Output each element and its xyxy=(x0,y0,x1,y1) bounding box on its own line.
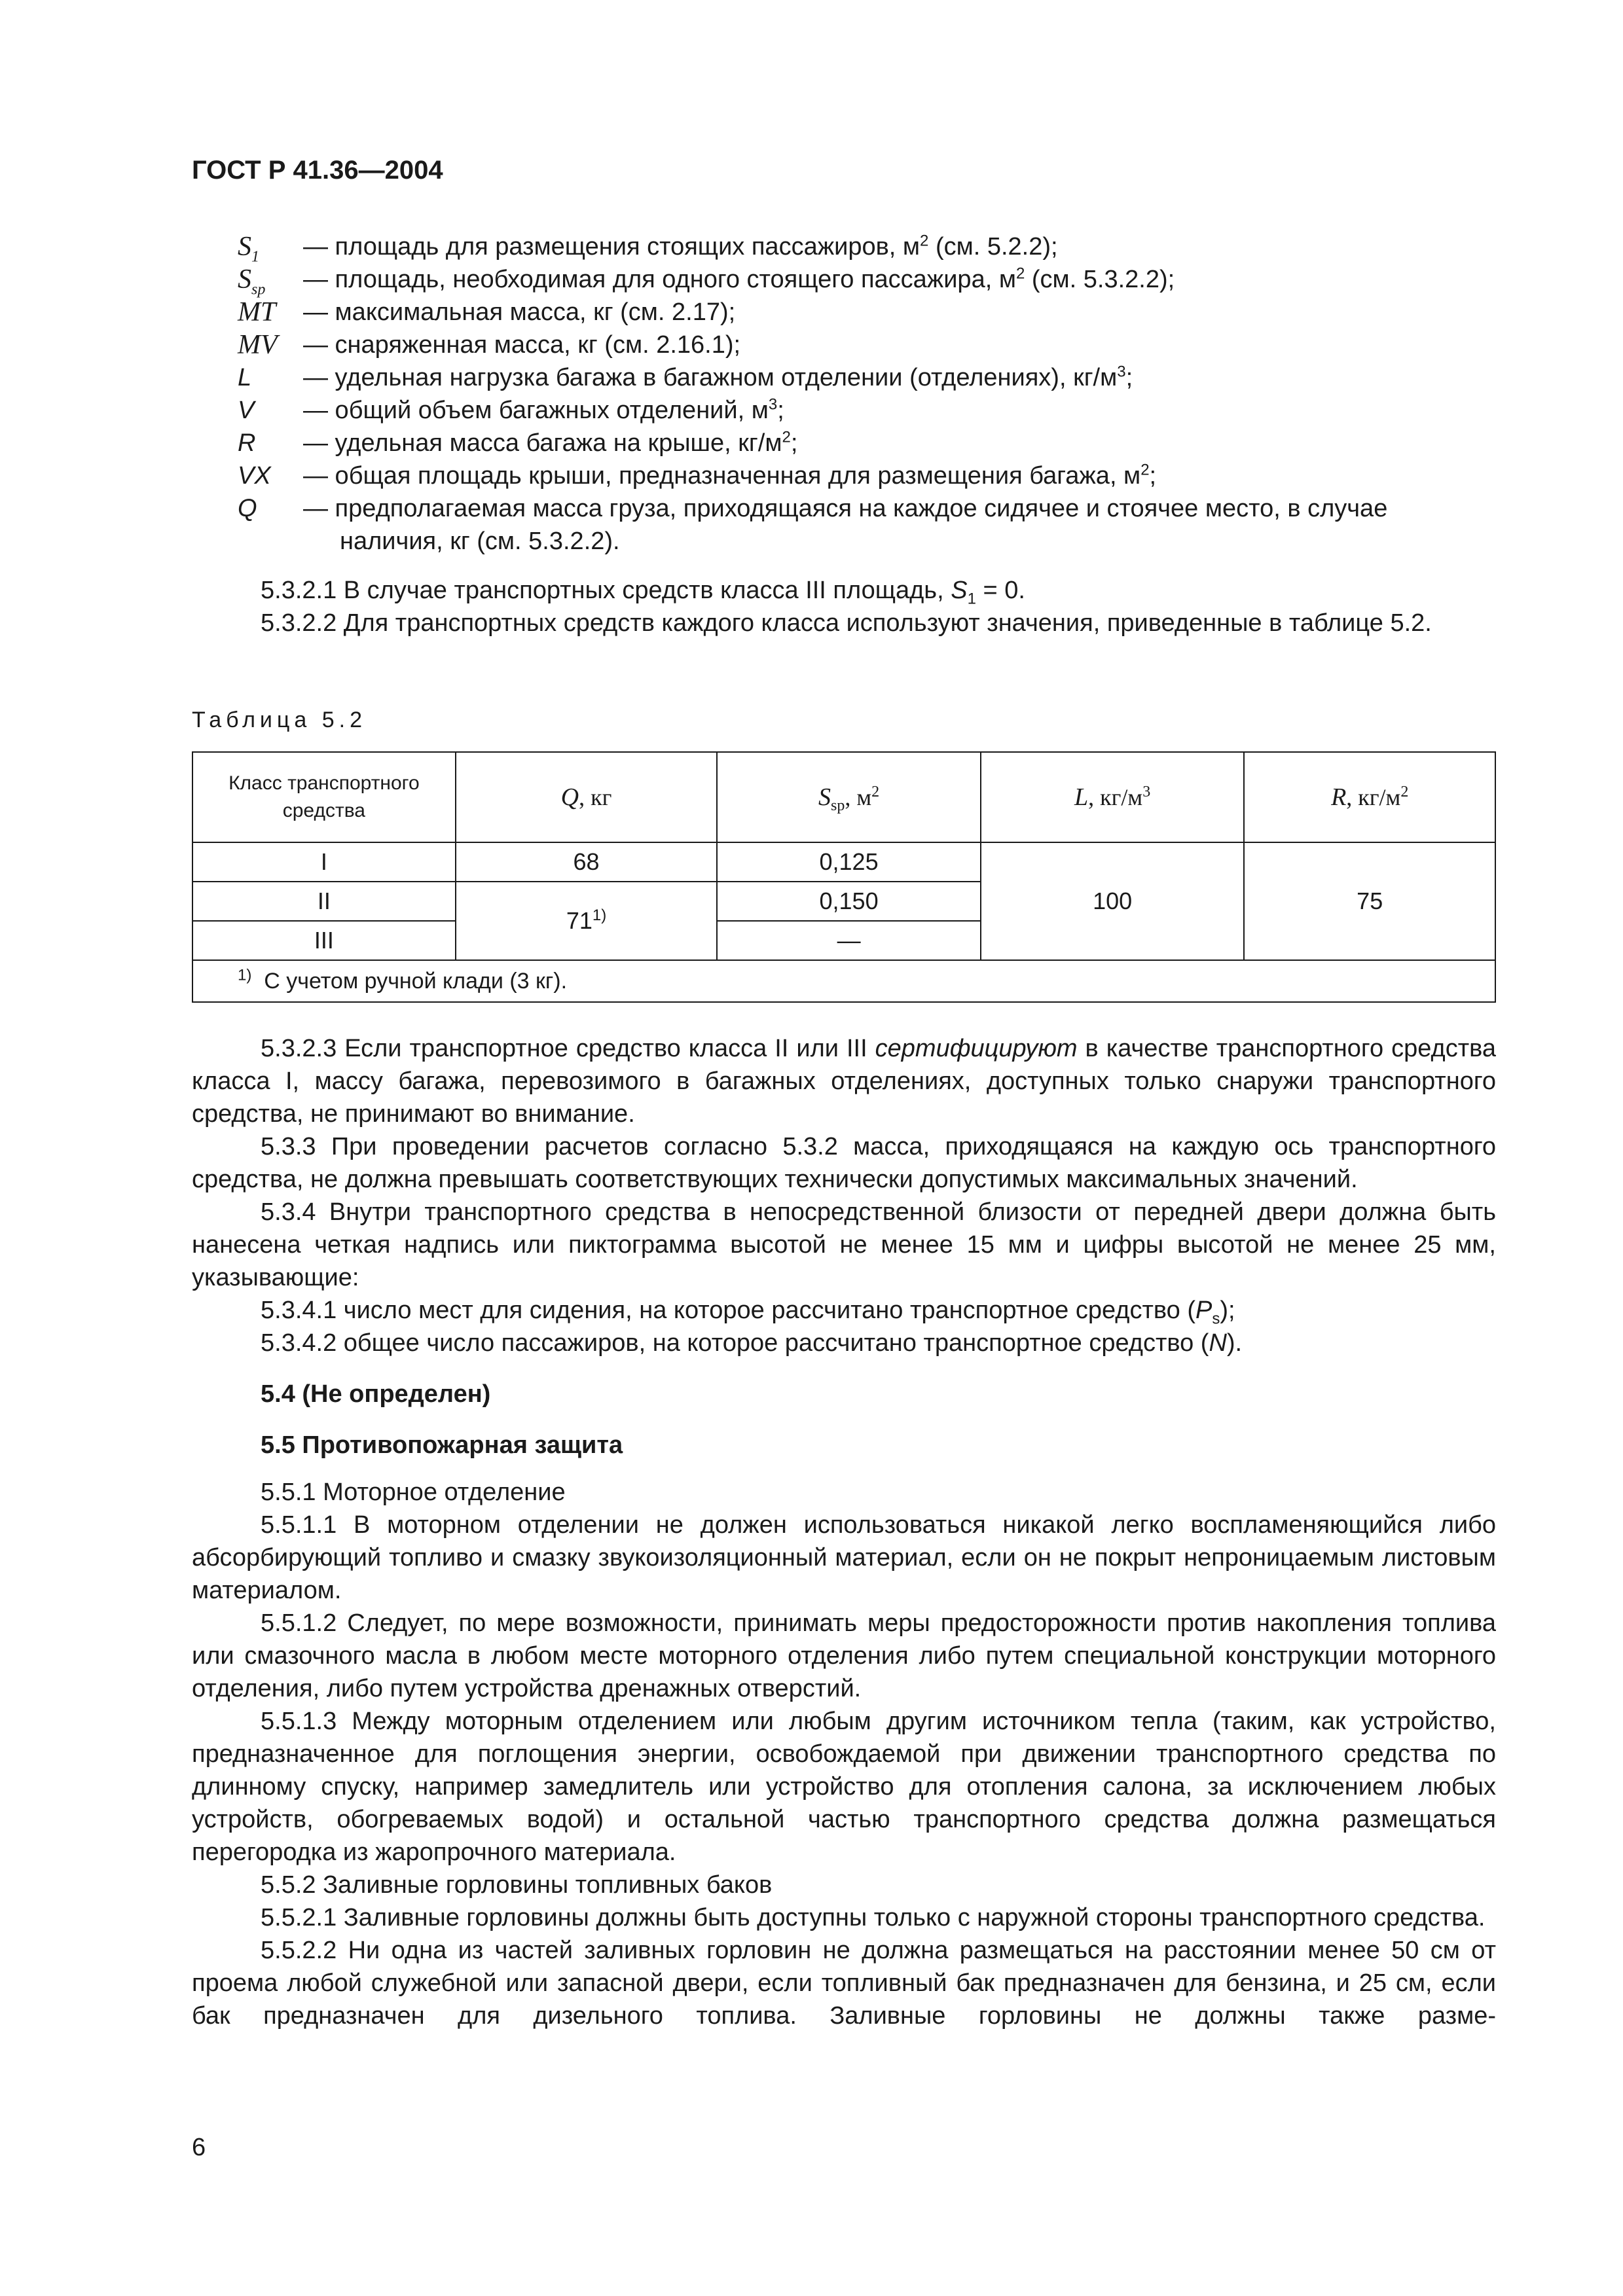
definition-text: — общий объем багажных отделений, $м^3$; xyxy=(303,395,784,424)
header-l: L, $кг/м^3$ xyxy=(981,752,1245,842)
cell-q: 68 xyxy=(456,842,718,882)
definition-row xyxy=(238,394,1496,427)
paragraph-5-5-2: 5.5.2 Заливные горловины топливных баков xyxy=(261,1871,773,1899)
paragraph-5-3-2-1: 5.3.2.1 В случае транспортных средств класса III площадь, $S_1 = 0$. xyxy=(261,577,1025,608)
header-ssp: $S_{sp}$, $м^2$ xyxy=(717,752,981,842)
paragraph-5-5-2-2: 5.5.2.2 Ни одна из частей заливных горловин не должна размещаться на расстоянии менее 50 см от проема любой служебной или запасной двери, если топливный бак предназначен для бензина, и 25 см, если бак предназначен для дизельного топлива. Заливные горловины не должны также разме- xyxy=(192,1937,1496,2030)
paragraph-5-3-2-2: 5.3.2.2 Для транспортных средств каждого класса используют значения, приведенные в таблице 5.2. xyxy=(261,609,1432,637)
definition-row xyxy=(238,329,1496,361)
table-footnote: $^{1)}$ С учетом ручной клади (3 кг). xyxy=(192,960,1495,1002)
definition-symbol: L xyxy=(238,364,252,391)
definition-symbol: MT xyxy=(238,297,276,327)
definition-row xyxy=(238,492,1496,558)
definition-row xyxy=(238,296,1496,329)
definition-text: — снаряженная масса, кг (см. 2.16.1); xyxy=(303,331,741,359)
symbol-definitions xyxy=(238,230,1496,558)
cell-r: 75 xyxy=(1244,842,1495,960)
cell-class: I xyxy=(192,842,456,882)
body-after-table xyxy=(192,1032,1496,2032)
definition-symbol: $S_1$ xyxy=(238,232,259,266)
cell-l: 100 xyxy=(981,842,1245,960)
definition-symbol: V xyxy=(238,397,255,424)
definition-text: — предполагаемая масса груза, приходящаяся на каждое сидячее и стоячее место, в случае наличия, кг (см. 5.3.2.2). xyxy=(303,495,1388,555)
header-q: Q, кг xyxy=(456,752,718,842)
definition-text: — площадь, необходимая для одного стоящего пассажира, $м^2$ (см. 5.3.2.2); xyxy=(303,264,1175,293)
table-footnote-row xyxy=(192,960,1495,1002)
cell-ssp: — xyxy=(717,921,981,960)
heading-5-5: 5.5 Противопожарная защита xyxy=(261,1431,623,1459)
definition-symbol: $S_{sp}$ xyxy=(238,264,266,298)
definition-text: — удельная масса багажа на крыше, $кг/м^2$; xyxy=(303,428,798,457)
paragraph-5-5-1-3: 5.5.1.3 Между моторным отделением или любым другим источником тепла (таким, как устройство, предназначенное для поглощения энергии, освобождаемой при движении транспортного средства по длинному спуску, например замедлитель или устройство для отопления салона, за исключением любых устройств, обогреваемых водой) и остальной частью транспортного средства должна размещаться перегородка из жаропрочного материала. xyxy=(192,1708,1496,1866)
definition-text: — общая площадь крыши, предназначенная для размещения багажа, $м^2$; xyxy=(303,461,1157,490)
cell-ssp: 0,150 xyxy=(717,882,981,921)
page-header: ГОСТ Р 41.36—2004 xyxy=(192,156,443,185)
header-r: R, $кг/м^2$ xyxy=(1244,752,1495,842)
definition-symbol: Q xyxy=(238,495,257,522)
cell-ssp: 0,125 xyxy=(717,842,981,882)
definition-text: — максимальная масса, кг (см. 2.17); xyxy=(303,298,736,326)
paragraph-5-3-4-2: 5.3.4.2 общее число пассажиров, на которое рассчитано транспортное средство (N). xyxy=(261,1329,1243,1357)
definition-symbol: VX xyxy=(238,462,271,490)
page-number: 6 xyxy=(192,2134,206,2161)
paragraph-5-3-2-3: 5.3.2.3 Если транспортное средство класса II или III сертифицируют в качестве транспортного средства класса I, массу багажа, перевозимого в багажных отделениях, доступных только снаружи транспортного средства, не принимают во внимание. xyxy=(192,1035,1496,1128)
table-caption: Таблица 5.2 xyxy=(192,708,367,732)
definition-text: — площадь для размещения стоящих пассажиров, $м^2$ (см. 5.2.2); xyxy=(303,232,1058,260)
header-vehicle-class: Класс транспортного средства xyxy=(192,752,456,842)
body-before-table xyxy=(192,574,1496,639)
table-5-2 xyxy=(192,751,1496,1003)
definition-row xyxy=(238,427,1496,459)
definition-row xyxy=(238,361,1496,394)
paragraph-5-5-1: 5.5.1 Моторное отделение xyxy=(261,1479,566,1506)
definition-symbol: MV xyxy=(238,330,278,360)
definition-row xyxy=(238,459,1496,492)
definition-symbol: R xyxy=(238,429,256,457)
table-row xyxy=(192,842,1495,882)
paragraph-5-5-1-2: 5.5.1.2 Следует, по мере возможности, принимать меры предосторожности против накопления топлива или смазочного масла в любом месте моторного отделения либо путем специальной конструкции моторного отделения, либо путем устройства дренажных отверстий. xyxy=(192,1609,1496,1702)
paragraph-5-3-3: 5.3.3 При проведении расчетов согласно 5.3.2 масса, приходящаяся на каждую ось транспортного средства, не должна превышать соответствующих технически допустимых максимальных значений. xyxy=(192,1133,1496,1193)
paragraph-5-5-2-1: 5.5.2.1 Заливные горловины должны быть доступны только с наружной стороны транспортного средства. xyxy=(261,1904,1486,1931)
paragraph-5-3-4-1: 5.3.4.1 число мест для сидения, на которое рассчитано транспортное средство $(P_s)$; xyxy=(261,1297,1235,1328)
definition-row xyxy=(238,230,1496,266)
cell-q: 71$^{1)}$ xyxy=(456,882,718,960)
definition-row xyxy=(238,263,1496,296)
table-header-row xyxy=(192,752,1495,842)
cell-class: II xyxy=(192,882,456,921)
definition-text: — удельная нагрузка багажа в багажном отделении (отделениях), $кг/м^3$; xyxy=(303,363,1133,391)
cell-class: III xyxy=(192,921,456,960)
paragraph-5-5-1-1: 5.5.1.1 В моторном отделении не должен использоваться никакой легко воспламеняющийся либо абсорбирующий топливо и смазку звукоизоляционный материал, если он не покрыт непроницаемым листовым материалом. xyxy=(192,1511,1496,1604)
paragraph-5-3-4: 5.3.4 Внутри транспортного средства в непосредственной близости от передней двери должна быть нанесена четкая надпись или пиктограмма высотой не менее 15 мм и цифры высотой не менее 25 мм, указывающие: xyxy=(192,1198,1496,1291)
heading-5-4: 5.4 (Не определен) xyxy=(261,1380,491,1408)
